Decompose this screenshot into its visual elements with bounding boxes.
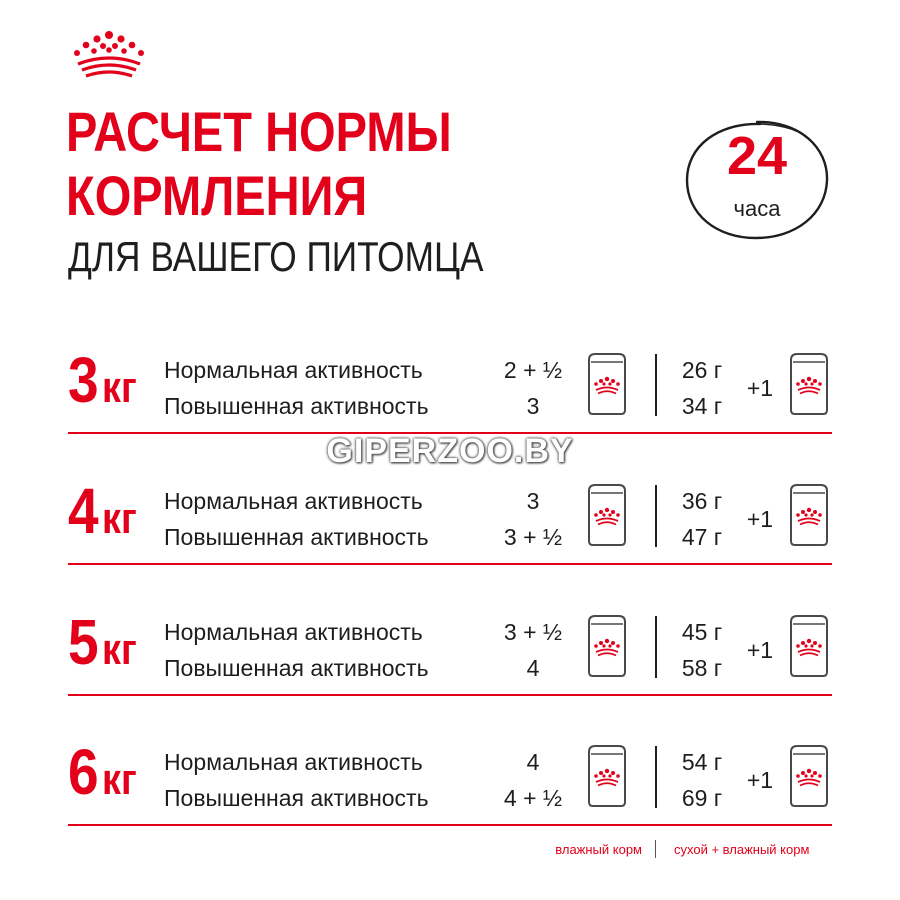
wet-normal-value: 3 + ½: [503, 619, 563, 645]
high-activity-label: Повышенная активность: [164, 524, 429, 550]
wet-high-value: 4: [526, 655, 540, 681]
column-separator: [655, 746, 657, 808]
wet-food-pouch-icon: [786, 614, 832, 678]
row-divider: [68, 563, 832, 565]
dry-high-value: 34 г: [681, 393, 723, 419]
weight-label: [68, 461, 137, 561]
crown-logo-icon: [70, 30, 148, 78]
high-activity-label: Повышенная активность: [164, 785, 429, 811]
wet-food-pouch-icon: [786, 483, 832, 547]
dry-normal-value: 36 г: [681, 488, 723, 514]
weight-number: 4: [68, 475, 99, 547]
legend-dry-plus-wet-food: сухой + влажный корм: [674, 842, 810, 857]
column-separator: [655, 354, 657, 416]
normal-activity-label: Нормальная активность: [164, 357, 423, 383]
weight-label: [68, 330, 137, 430]
page-subtitle: ДЛЯ ВАШЕГО ПИТОМЦА: [68, 233, 484, 280]
weight-label: [68, 592, 137, 692]
wet-high-value: 3 + ½: [503, 524, 563, 550]
normal-activity-label: Нормальная активность: [164, 488, 423, 514]
plus-pouch-label: +1: [746, 506, 774, 532]
normal-activity-label: Нормальная активность: [164, 619, 423, 645]
dry-high-value: 47 г: [681, 524, 723, 550]
row-divider: [68, 694, 832, 696]
weight-number: 3: [68, 344, 99, 416]
wet-food-pouch-icon: [786, 744, 832, 808]
plus-pouch-label: +1: [746, 767, 774, 793]
feeding-row: [0, 722, 900, 852]
wet-food-pouch-icon: [584, 744, 630, 808]
title-line-2: КОРМЛЕНИЯ: [66, 164, 368, 227]
weight-unit: кг: [102, 494, 137, 543]
legend-wet-food: влажный корм: [555, 842, 642, 857]
weight-unit: кг: [102, 755, 137, 804]
normal-activity-label: Нормальная активность: [164, 749, 423, 775]
weight-unit: кг: [102, 625, 137, 674]
wet-normal-value: 2 + ½: [503, 357, 563, 383]
badge-unit: часа: [733, 196, 781, 221]
watermark-text: GIPERZOO.BY: [326, 432, 574, 470]
weight-number: 5: [68, 606, 99, 678]
wet-food-pouch-icon: [584, 352, 630, 416]
feeding-row: [0, 461, 900, 591]
high-activity-label: Повышенная активность: [164, 393, 429, 419]
weight-unit: кг: [102, 363, 137, 412]
wet-high-value: 4 + ½: [503, 785, 563, 811]
plus-pouch-label: +1: [746, 375, 774, 401]
dry-normal-value: 54 г: [681, 749, 723, 775]
page-title: [66, 100, 452, 228]
wet-high-value: 3: [526, 393, 540, 419]
legend-separator: [655, 840, 656, 858]
dry-high-value: 69 г: [681, 785, 723, 811]
title-line-1: РАСЧЕТ НОРМЫ: [66, 100, 452, 163]
wet-food-pouch-icon: [584, 483, 630, 547]
plus-pouch-label: +1: [746, 637, 774, 663]
column-separator: [655, 485, 657, 547]
feeding-row: [0, 592, 900, 722]
dry-normal-value: 26 г: [681, 357, 723, 383]
column-separator: [655, 616, 657, 678]
weight-number: 6: [68, 736, 99, 808]
wet-normal-value: 3: [526, 488, 540, 514]
badge-number: 24: [726, 126, 788, 186]
wet-normal-value: 4: [526, 749, 540, 775]
wet-food-pouch-icon: [786, 352, 832, 416]
weight-label: [68, 722, 137, 822]
dry-high-value: 58 г: [681, 655, 723, 681]
high-activity-label: Повышенная активность: [164, 655, 429, 681]
wet-food-pouch-icon: [584, 614, 630, 678]
dry-normal-value: 45 г: [681, 619, 723, 645]
row-divider: [68, 824, 832, 826]
